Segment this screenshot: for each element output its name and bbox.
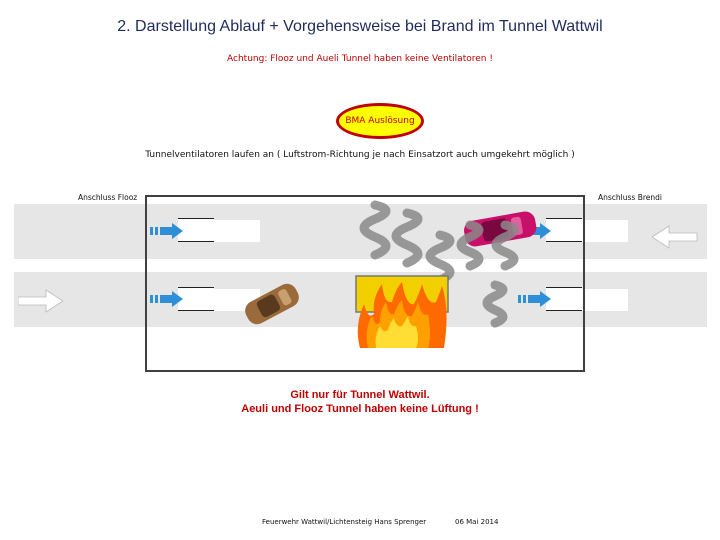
fire-icon (352, 268, 456, 354)
footer-organization: Feuerwehr Wattwil/Lichtensteig Hans Sprenger (262, 518, 427, 526)
ventilation-text: Tunnelventilatoren laufen an ( Luftstrom-Richtung je nach Einsatzort auch umgekehrt möglich ) (145, 150, 575, 160)
airflow-arrow-icon (150, 222, 184, 240)
bottom-note-line1: Gilt nur für Tunnel Wattwil. (290, 389, 430, 401)
traffic-direction-left-icon (652, 224, 698, 250)
traffic-direction-right-icon (18, 288, 64, 314)
bottom-note-line2: Aeuli und Flooz Tunnel haben keine Lüftung ! (241, 403, 479, 415)
label-anschluss-flooz: Anschluss Flooz (78, 193, 138, 202)
footer-date: 06 Mai 2014 (455, 518, 499, 526)
page-title: 2. Darstellung Ablauf + Vorgehensweise bei Brand im Tunnel Wattwil (117, 18, 603, 35)
bottom-note (0, 388, 720, 416)
warning-text: Achtung: Flooz und Aueli Tunnel haben keine Ventilatoren ! (227, 54, 493, 64)
bma-alarm-badge: BMA Auslösung (336, 103, 424, 139)
car-icon (240, 278, 304, 330)
airflow-arrow-icon (150, 290, 184, 308)
label-anschluss-brendi: Anschluss Brendi (598, 193, 662, 202)
